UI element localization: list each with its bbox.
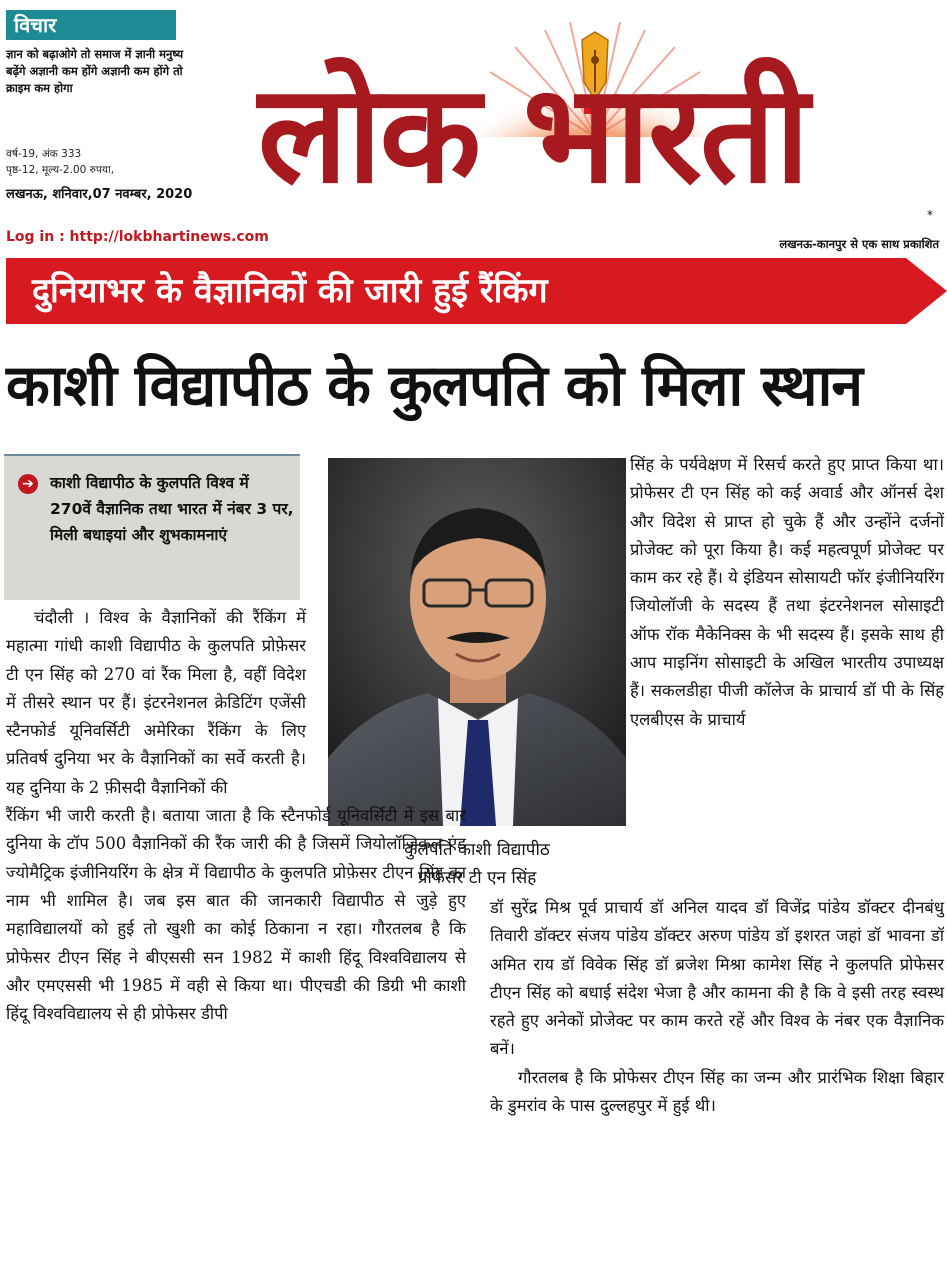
vichar-quote: ज्ञान को बढ़ाओगे तो समाज में ज्ञानी मनुष्य बढ़ेंगे अज्ञानी कम होंगे अज्ञानी कम होंगे तो क्राइम कम होगा bbox=[6, 47, 184, 95]
article-paragraph-2: सिंह के पर्यवेक्षण में रिसर्च करते हुए प्राप्त किया था। प्रोफेसर टी एन सिंह को कई अवार्ड और ऑनर्स देश और विदेश से प्राप्त हो चुके हैं और उन्होंने दर्जनों प्रोजेक्ट को पूरा किया है। कई महत्वपूर्ण प्रोजेक्ट पर काम कर रहे हैं। ये इंडियन सोसायटी फॉर इंजीनियरिंग जियोलॉजी के सदस्य हैं तथा इंटरनेशनल सोसाइटी ऑफ रॉक मैकेनिक्स के भी सदस्य हैं। इसके साथ ही आप माइनिंग सोसाइटी के अखिल भारतीय उपाध्यक्ष हैं। सकलडीहा पीजी कॉलेज के प्राचार्य डॉ पी के सिंह एलबीएस के प्राचार्य bbox=[630, 455, 944, 729]
article-left-column bbox=[6, 604, 466, 1028]
publication-tagline: लखनऊ-कानपुर से एक साथ प्रकाशित bbox=[779, 237, 939, 251]
article-paragraph-1-cont: रैंकिंग भी जारी करती है। बताया जाता है कि स्टैनफोर्ड यूनिवर्सिटी में इस बार दुनिया के टॉप 500 वैज्ञानिकों की रैंक जारी की है जिसमें जियोलॉजिकल एंड ज्योमैट्रिक इंजीनियरिंग के क्षेत्र में विद्यापीठ के कुलपति प्रोफ़ेसर टीएन सिंह का नाम भी शामिल है। जब इस बात की जानकारी विद्यापीठ से जुड़े हुए महाविद्यालयों को हुई तो खुशी का कोई ठिकाना न रहा। गौरतलब है कि प्रोफेसर टीएन सिंह ने बीएससी सन 1982 में काशी हिंदू विश्वविद्यालय से और एमएससी भी 1985 में वही से किया था। पीएचडी की डिग्री भी काशी हिंदू विश्वविद्यालय से ही प्रोफेसर डीपी bbox=[6, 806, 466, 1024]
article-right-column bbox=[630, 451, 944, 734]
red-kicker-banner bbox=[6, 258, 947, 324]
website-link[interactable]: Log in : http://lokbhartinews.com bbox=[6, 229, 269, 245]
article-bottom-column bbox=[490, 894, 944, 1120]
newspaper-masthead: लोक भारती bbox=[258, 56, 808, 214]
caption-line-2: प्रोफेसर टी एन सिंह bbox=[417, 868, 537, 888]
main-headline: काशी विद्यापीठ के कुलपति को मिला स्थान bbox=[6, 353, 862, 419]
vichar-section-tag: विचार bbox=[6, 10, 176, 40]
caption-line-1: कुलपति काशी विद्यापीठ bbox=[404, 840, 550, 860]
issue-number: वर्ष-19, अंक 333 bbox=[6, 148, 82, 160]
highlight-box bbox=[4, 454, 300, 600]
article-paragraph-3: डॉ सुरेंद्र मिश्र पूर्व प्राचार्य डॉ अनिल यादव डॉ विजेंद्र पांडेय डॉक्टर दीनबंधु तिवारी डॉक्टर संजय पांडेय डॉक्टर अरुण पांडेय डॉ इशरत जहां डॉ भावना डॉ अमित राय डॉ विवेक सिंह डॉ ब्रजेश मिश्रा कामेश सिंह ने कुलपति प्रोफेसर टीएन सिंह को बधाई संदेश भेजा है और कामना की है कि वे इसी तरह स्वस्थ रहते हुए अनेकों प्रोजेक्ट पर काम करते रहें और विश्व के नंबर एक वैज्ञानिक बनें। bbox=[490, 898, 944, 1059]
page-price: पृष्ठ-12, मूल्य-2.00 रुपया, bbox=[6, 164, 115, 176]
masthead-asterisk: * bbox=[927, 208, 933, 222]
highlight-text: काशी विद्यापीठ के कुलपति विश्व में 270वें वैज्ञानिक तथा भारत में नंबर 3 पर, मिली बधाइयां और शुभकामनाएं bbox=[50, 474, 294, 544]
dateline: लखनऊ, शनिवार,07 नवम्बर, 2020 bbox=[6, 187, 193, 202]
arrow-right-circle-icon: ➔ bbox=[18, 474, 38, 494]
banner-headline: दुनियाभर के वैज्ञानिकों की जारी हुई रैंकिंग bbox=[32, 271, 548, 311]
article-paragraph-1: चंदौली । विश्व के वैज्ञानिकों की रैंकिंग में महात्मा गांधी काशी विद्यापीठ के कुलपति प्रोफ़ेसर टी एन सिंह को 270 वां रैंक मिला है, वहीं विदेश में तीसरे स्थान पर हैं। इंटरनेशनल क्रेडिटिंग एजेंसी स्टैनफोर्ड यूनिवर्सिटी अमेरिका रैंकिंग के लिए प्रतिवर्ष दुनिया भर के वैज्ञानिकों का सर्वे करती है। यह दुनिया के 2 फ़ीसदी वैज्ञानिकों की bbox=[6, 608, 306, 797]
article-paragraph-4: गौरतलब है कि प्रोफेसर टीएन सिंह का जन्म और प्रारंभिक शिक्षा बिहार के डुमरांव के पास दुल्लहपुर में हुई थी। bbox=[490, 1067, 944, 1116]
